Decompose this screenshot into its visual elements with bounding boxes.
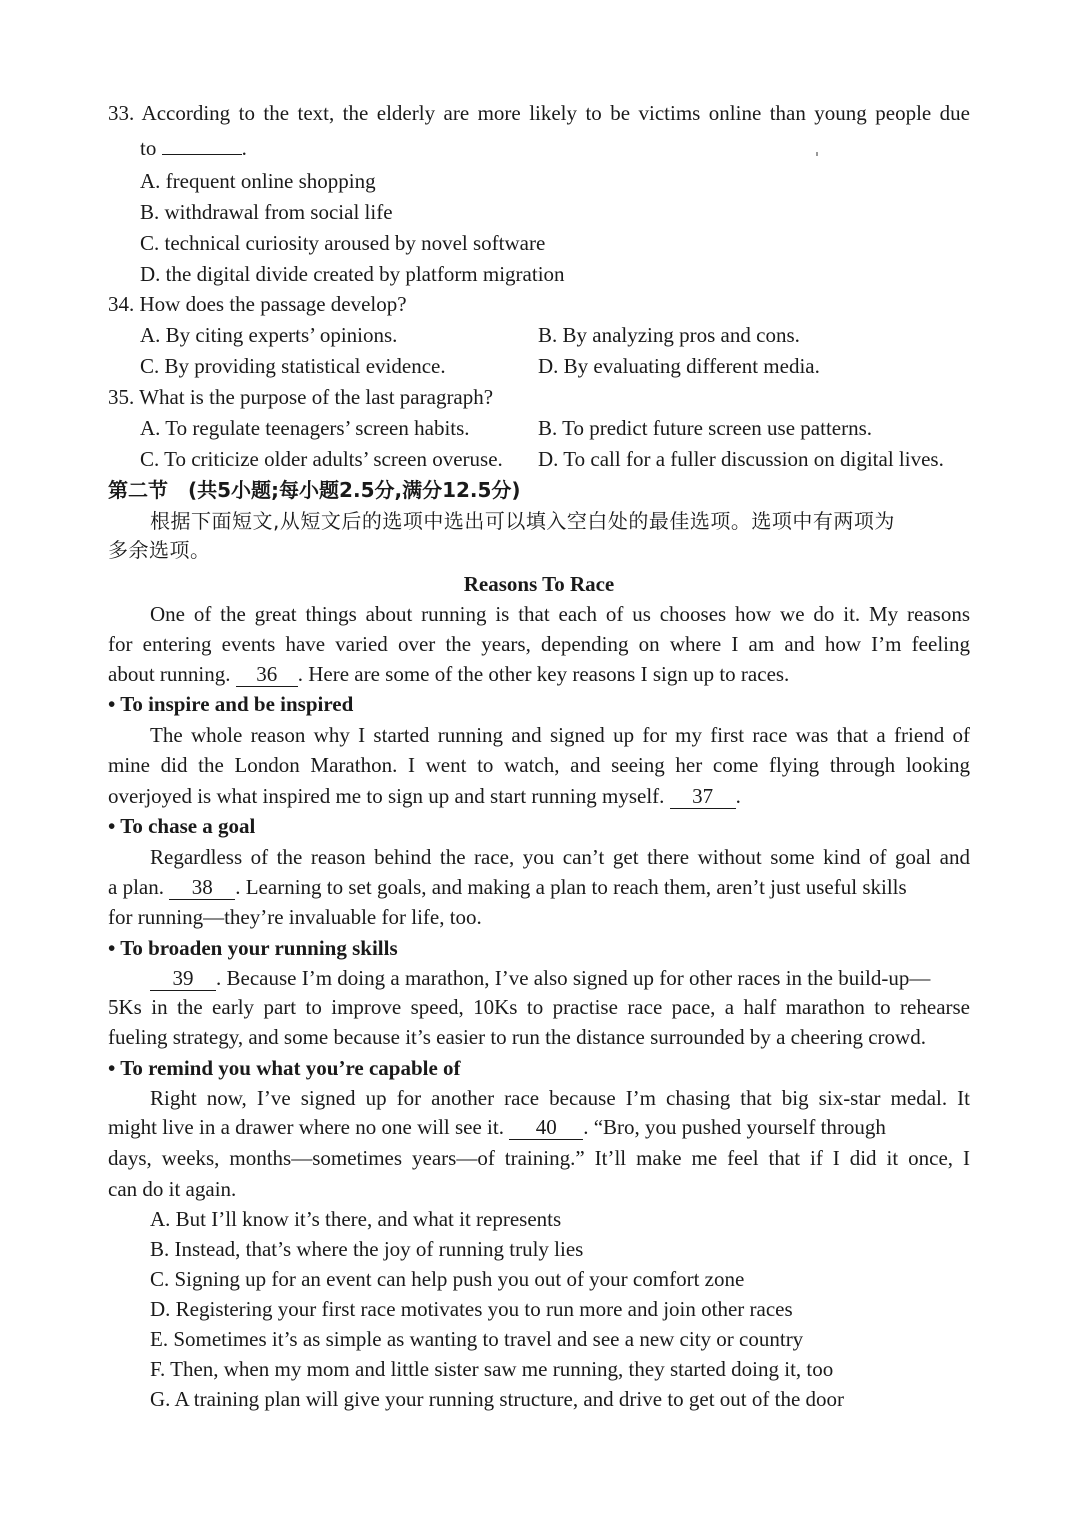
bullet-heading-goal-text: To chase a goal	[120, 814, 256, 838]
b1-line-3	[108, 781, 970, 811]
b4-line-3: days, weeks, months—sometimes years—of training.” It’ll make me feel that if I did it once, I	[108, 1146, 970, 1170]
q33-option-c: C. technical curiosity aroused by novel software	[140, 231, 546, 255]
blank-40: 40	[509, 1115, 583, 1140]
bullet-heading-skills	[108, 933, 970, 963]
bullet-icon: •	[108, 814, 116, 838]
b2-line-1: Regardless of the reason behind the race, you can’t get there without some kind of goal and	[150, 845, 970, 869]
q35-stem: 35. What is the purpose of the last paragraph?	[108, 385, 494, 409]
b2-line-2	[108, 872, 970, 902]
b1-line-3-rest: .	[735, 784, 741, 808]
q33-option-b: B. withdrawal from social life	[140, 200, 393, 224]
section2-instruction-1: 根据下面短文,从短文后的选项中选出可以填入空白处的最佳选项。选项中有两项为	[150, 509, 895, 533]
bullet-heading-inspire	[108, 689, 970, 719]
b4-line-2-text: might live in a drawer where no one will see it.	[108, 1115, 504, 1139]
blank-38: 38	[169, 875, 235, 900]
b1-line-2: mine did the London Marathon. I went to watch, and seeing her come flying through looking	[108, 753, 970, 777]
bullet-icon: •	[108, 936, 116, 960]
q33-option-a: A. frequent online shopping	[140, 169, 376, 193]
choice-f: F. Then, when my mom and little sister saw me running, they started doing it, too	[150, 1357, 834, 1381]
b4-line-2	[108, 1112, 970, 1142]
q35-option-b: B. To predict future screen use patterns.	[538, 416, 873, 440]
blank-39: 39	[150, 966, 216, 991]
b3-line-3: fueling strategy, and some because it’s easier to run the distance surrounded by a cheering crowd.	[108, 1025, 926, 1049]
q33-period: .	[241, 136, 247, 160]
b3-line-1	[150, 963, 970, 993]
bullet-heading-inspire-text: To inspire and be inspired	[120, 692, 354, 716]
q35-option-a: A. To regulate teenagers’ screen habits.	[140, 416, 470, 440]
b4-line-2-rest: . “Bro, you pushed yourself through	[583, 1115, 886, 1139]
choice-c: C. Signing up for an event can help push you out of your comfort zone	[150, 1267, 745, 1291]
section2-heading: 第二节 (共5小题;每小题2.5分,满分12.5分)	[108, 478, 521, 502]
bullet-heading-skills-text: To broaden your running skills	[120, 936, 398, 960]
choice-e: E. Sometimes it’s as simple as wanting to travel and see a new city or country	[150, 1327, 804, 1351]
bullet-icon: •	[108, 1056, 116, 1080]
blank-37: 37	[670, 784, 736, 809]
b1-line-1: The whole reason why I started running and signed up for my first race was that a friend of	[150, 723, 970, 747]
q33-to: to	[140, 136, 157, 160]
b4-line-1: Right now, I’ve signed up for another race because I’m chasing that big six-star medal. It	[150, 1086, 970, 1110]
bullet-icon: •	[108, 692, 116, 716]
b3-line-2: 5Ks in the early part to improve speed, 10Ks to practise race pace, a half marathon to rehearse	[108, 995, 970, 1019]
p1-line-2: for entering events have varied over the years, depending on where I am and how I’m feeling	[108, 632, 970, 656]
p1-line-3-text: about running.	[108, 662, 231, 686]
bullet-heading-capable-text: To remind you what you’re capable of	[120, 1056, 461, 1080]
scan-speck	[816, 152, 818, 156]
b4-line-4: can do it again.	[108, 1177, 237, 1201]
q35-option-d: D. To call for a fuller discussion on digital lives.	[538, 447, 944, 471]
choice-d: D. Registering your first race motivates you to run more and join other races	[150, 1297, 793, 1321]
p1-line-1: One of the great things about running is that each of us chooses how we do it. My reasons	[150, 602, 970, 626]
b3-line-1-text: . Because I’m doing a marathon, I’ve also signed up for other races in the build-up—	[216, 966, 931, 990]
p1-line-3	[108, 659, 970, 689]
section2-instruction-2: 多余选项。	[108, 538, 211, 562]
q33-stem: 33. According to the text, the elderly are more likely to be victims online than young people due	[108, 101, 970, 125]
blank-36: 36	[236, 662, 298, 687]
b2-line-2-text: a plan.	[108, 875, 164, 899]
choice-a: A. But I’ll know it’s there, and what it represents	[150, 1207, 562, 1231]
q34-option-b: B. By analyzing pros and cons.	[538, 323, 800, 347]
q33-blank	[162, 154, 242, 155]
bullet-heading-goal	[108, 811, 970, 841]
q34-option-a: A. By citing experts’ opinions.	[140, 323, 398, 347]
q33-stem-cont	[140, 133, 970, 163]
b2-line-3: for running—they’re invaluable for life, too.	[108, 905, 482, 929]
q34-stem: 34. How does the passage develop?	[108, 292, 407, 316]
b1-line-3-text: overjoyed is what inspired me to sign up and start running myself.	[108, 784, 665, 808]
q35-option-c: C. To criticize older adults’ screen overuse.	[140, 447, 503, 471]
q34-option-c: C. By providing statistical evidence.	[140, 354, 446, 378]
passage-title: Reasons To Race	[463, 572, 615, 596]
bullet-heading-capable	[108, 1053, 970, 1083]
q33-option-d: D. the digital divide created by platform migration	[140, 262, 565, 286]
p1-line-3-rest: . Here are some of the other key reasons I sign up to races.	[297, 662, 790, 686]
q34-option-d: D. By evaluating different media.	[538, 354, 820, 378]
b2-line-2-rest: . Learning to set goals, and making a plan to reach them, aren’t just useful skills	[235, 875, 907, 899]
choice-g: G. A training plan will give your running structure, and drive to get out of the door	[150, 1387, 845, 1411]
choice-b: B. Instead, that’s where the joy of running truly lies	[150, 1237, 584, 1261]
